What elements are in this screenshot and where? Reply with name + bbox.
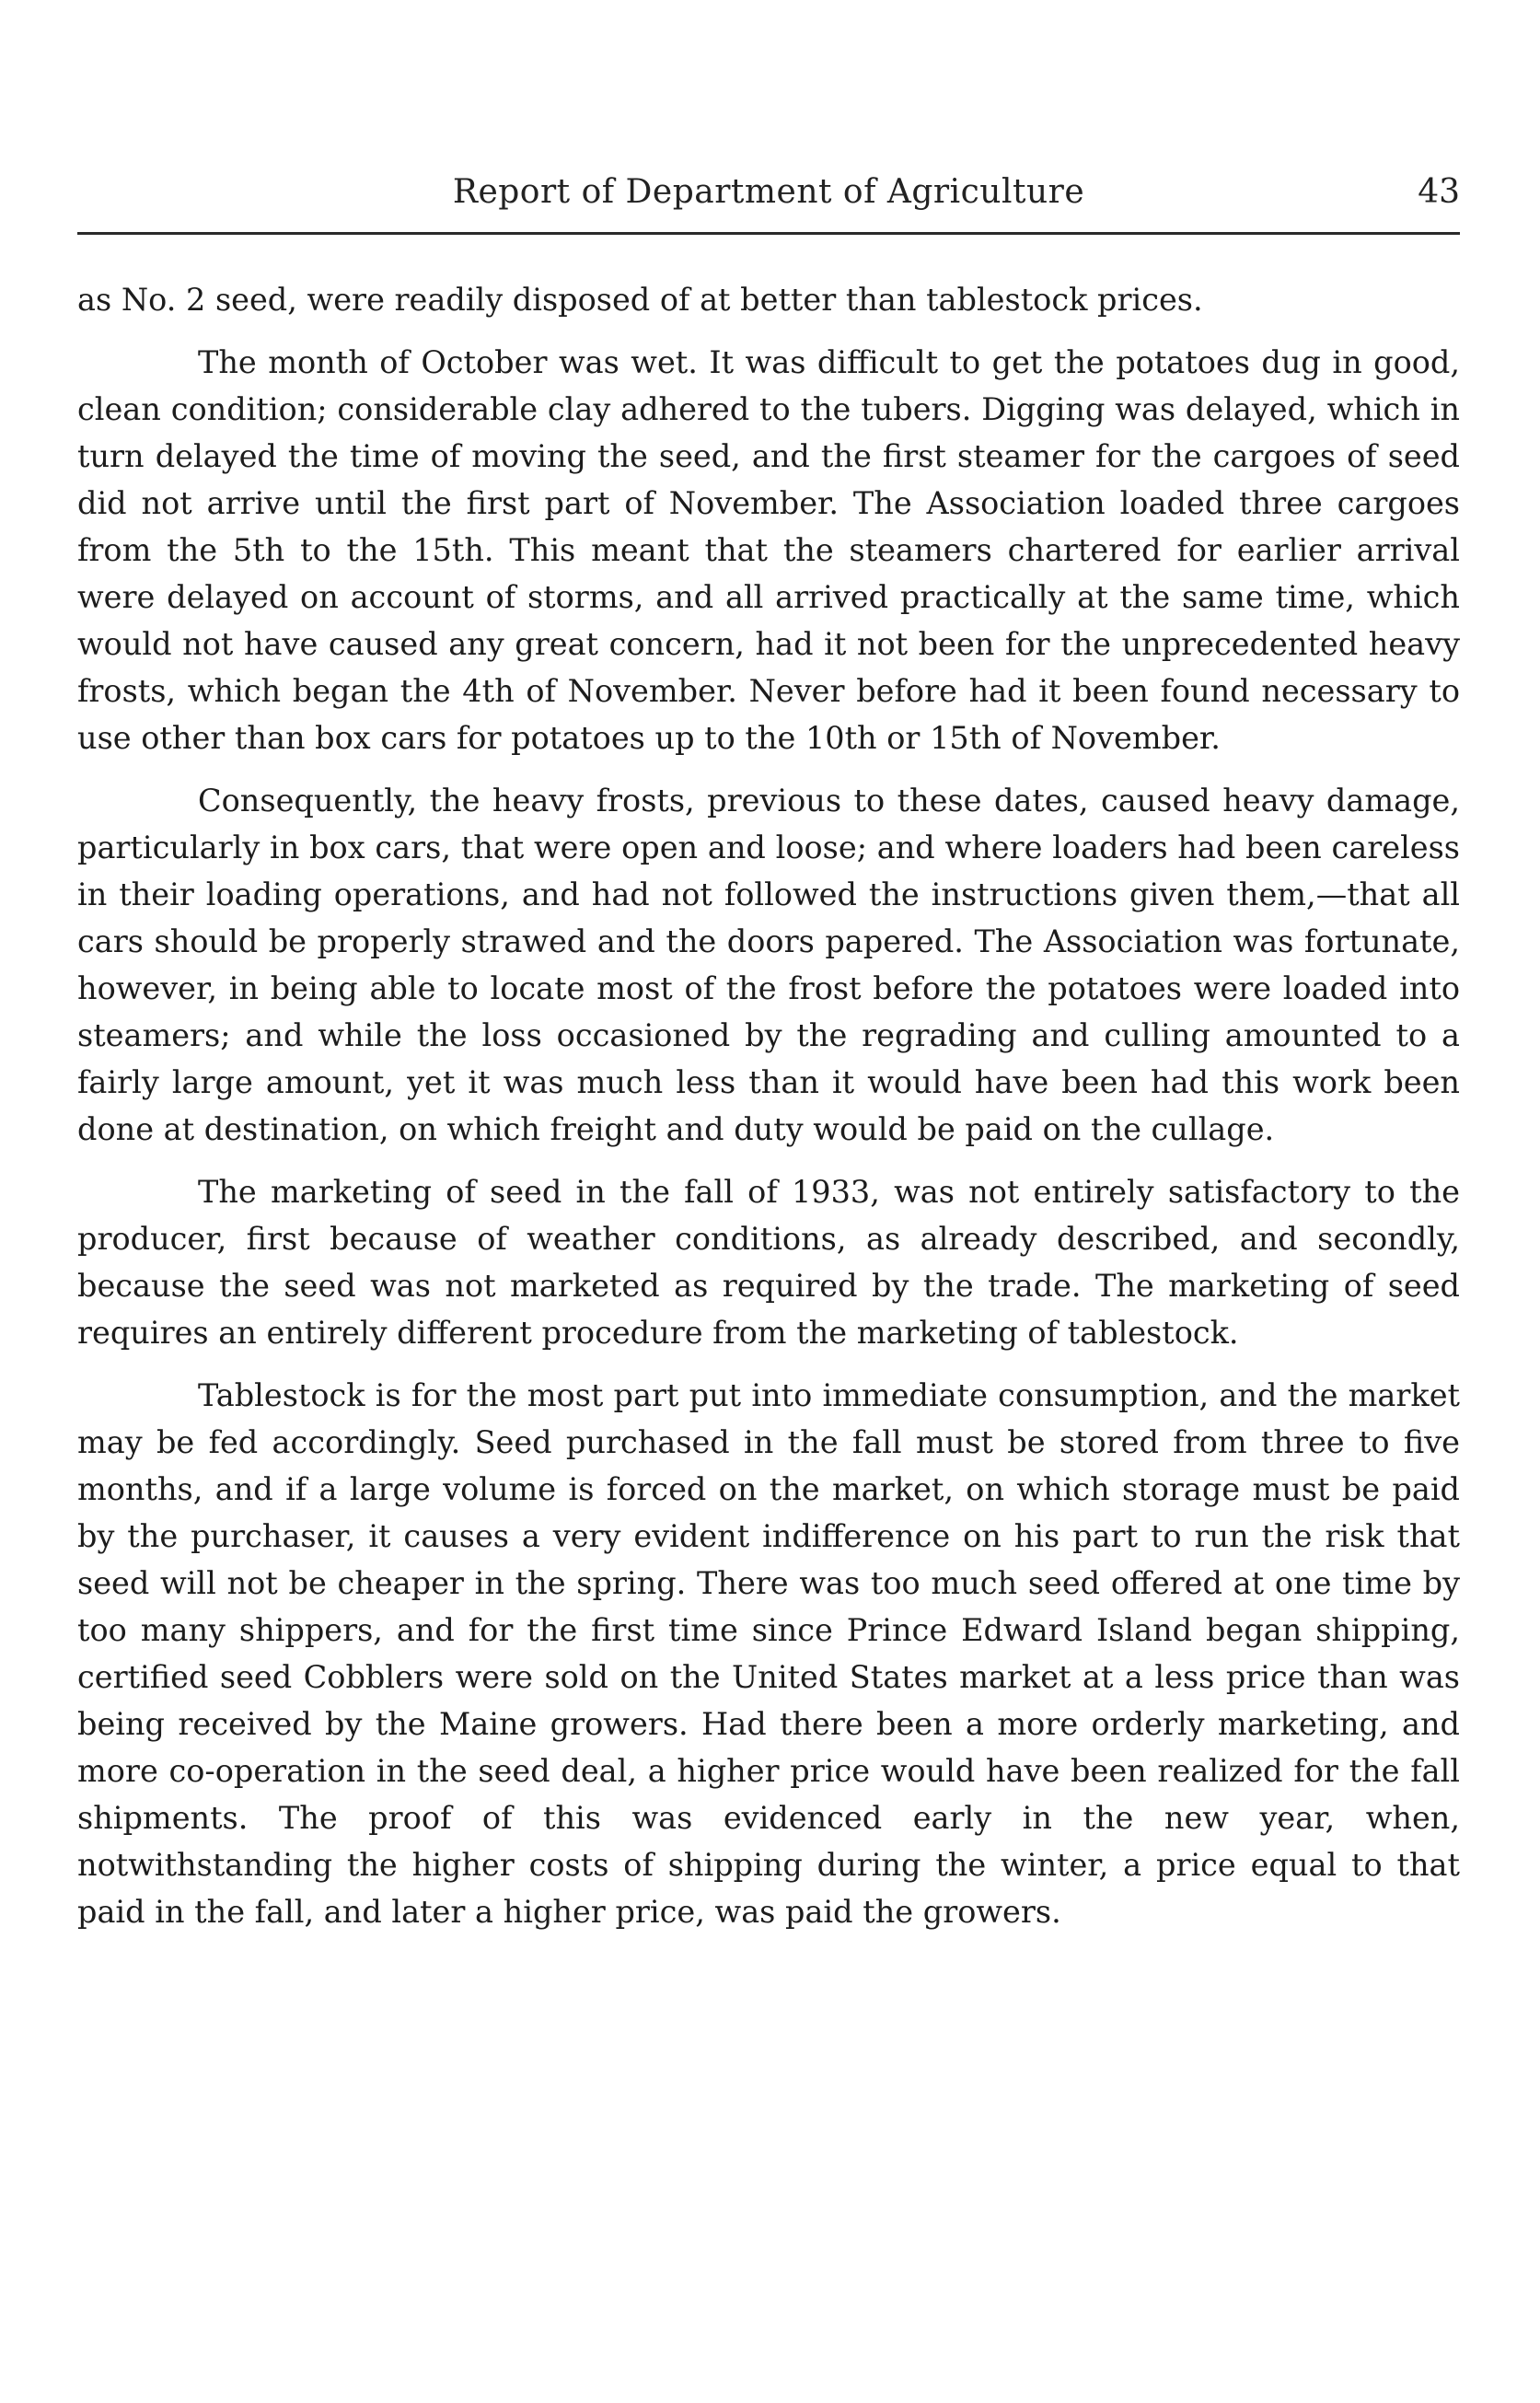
page-number: 43 xyxy=(1418,173,1460,211)
paragraph-continued: as No. 2 seed, were readily disposed of at better than tablestock prices. xyxy=(77,282,1203,318)
running-title: Report of Department of Agriculture xyxy=(452,173,1085,211)
header-rule xyxy=(77,232,1460,235)
paragraph: Tablestock is for the most part put into immediate consumption, and the market may be fed accordingly. Seed purchased in the fall must be stored from three to five months, and if a large volume is forced on the market, on which storage must be paid by the purchaser, it causes a very evident indifference on his part to run the risk that seed will not be cheaper in the spring. There was too much seed offered at one time by too many shippers, and for the first time since Prince Edward Island began shipping, certified seed Cobblers were sold on the United States market at a less price than was being received by the Maine growers. Had there been a more orderly marketing, and more co-operation in the seed deal, a higher price would have been realized for the fall shipments. The proof of this was evidenced early in the new year, when, notwithstanding the higher costs of shipping during the winter, a price equal to that paid in the fall, and later a higher price, was paid the growers. xyxy=(77,1377,1460,1930)
paragraph: Consequently, the heavy frosts, previous to these dates, caused heavy damage, particularly in box cars, that were open and loose; and where loaders had been careless in their loading operations, and had not followed the instructions given them,—that all cars should be properly strawed and the doors papered. The Association was fortunate, however, in being able to locate most of the frost before the potatoes were loaded into steamers; and while the loss occasioned by the regrading and culling amounted to a fairly large amount, yet it was much less than it would have been had this work been done at destination, on which freight and duty would be paid on the cullage. xyxy=(77,783,1460,1147)
body-text xyxy=(77,276,1460,1951)
paragraph: The month of October was wet. It was difficult to get the potatoes dug in good, clean condition; considerable clay adhered to the tubers. Digging was delayed, which in turn delayed the time of moving the seed, and the first steamer for the cargoes of seed did not arrive until the first part of November. The Association loaded three cargoes from the 5th to the 15th. This meant that the steamers chartered for earlier arrival were delayed on account of storms, and all arrived practically at the same time, which would not have caused any great concern, had it not been for the unprecedented heavy frosts, which began the 4th of November. Never before had it been found necessary to use other than box cars for potatoes up to the 10th or 15th of November. xyxy=(77,344,1460,756)
paragraph: The marketing of seed in the fall of 1933, was not entirely satisfactory to the producer, first because of weather conditions, as already described, and secondly, because the seed was not marketed as required by the trade. The marketing of seed requires an entirely different procedure from the marketing of tablestock. xyxy=(77,1174,1460,1351)
running-header xyxy=(77,173,1460,219)
